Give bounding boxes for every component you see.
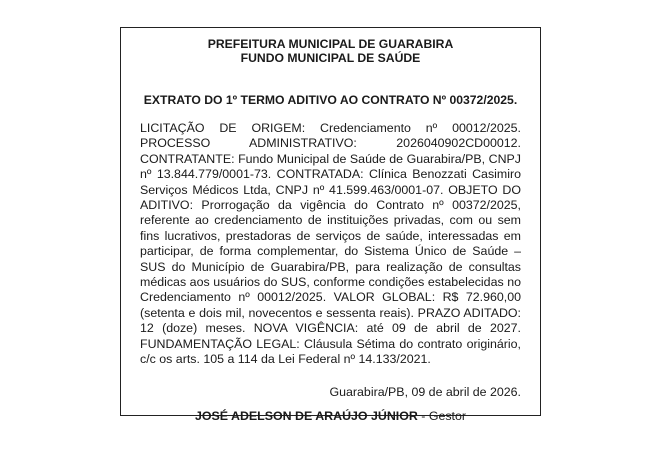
notice-box (120, 27, 541, 423)
signature-line (140, 409, 521, 424)
signatory-role: - Gestor (417, 408, 467, 423)
signatory-name: JOSÉ ADELSON DE ARAÚJO JÚNIOR (194, 408, 418, 423)
notice-body-text: LICITAÇÃO DE ORIGEM: Credenciamento nº 00012/2025. PROCESSO ADMINISTRATIVO: 2026040902CD00012. CONTRATANTE: Fundo Municipal de Saúde de Guarabira/PB, CNPJ nº 13.844.779/0001-73. CONTRATADA: Clínica Benozzati Casimiro Serviços Médicos Ltda, CNPJ nº 41.599.463/0001-07. OBJETO DO ADITIVO: Prorrogação da vigência do Contrato nº 00372/2025, referente ao credenciamento de instituições privadas, com ou sem fins lucrativos, prestadoras de serviços de saúde, interessadas em participar, de forma complementar, do Sistema Único de Saúde – SUS do Município de Guarabira/PB, para realização de consultas médicas aos usuários do SUS, conforme condições estabelecidas no Credenciamento nº 00012/2025. VALOR GLOBAL: R$ 72.960,00 (setenta e dois mil, novecentos e sessenta reais). PRAZO ADITADO: 12 (doze) meses. NOVA VIGÊNCIA: até 09 de abril de 2027. FUNDAMENTAÇÃO LEGAL: Cláusula Sétima do contrato originário, c/c os arts. 105 a 114 da Lei Federal nº 14.133/2021. (140, 121, 521, 367)
header-line-fundo: FUNDO MUNICIPAL DE SAÚDE (240, 51, 421, 65)
date-line: Guarabira/PB, 09 de abril de 2026. (329, 384, 521, 399)
header-line-prefeitura: PREFEITURA MUNICIPAL DE GUARABIRA (207, 37, 454, 51)
notice-header (140, 37, 521, 65)
extract-title: EXTRATO DO 1º TERMO ADITIVO AO CONTRATO Nº 00372/2025. (143, 93, 518, 107)
